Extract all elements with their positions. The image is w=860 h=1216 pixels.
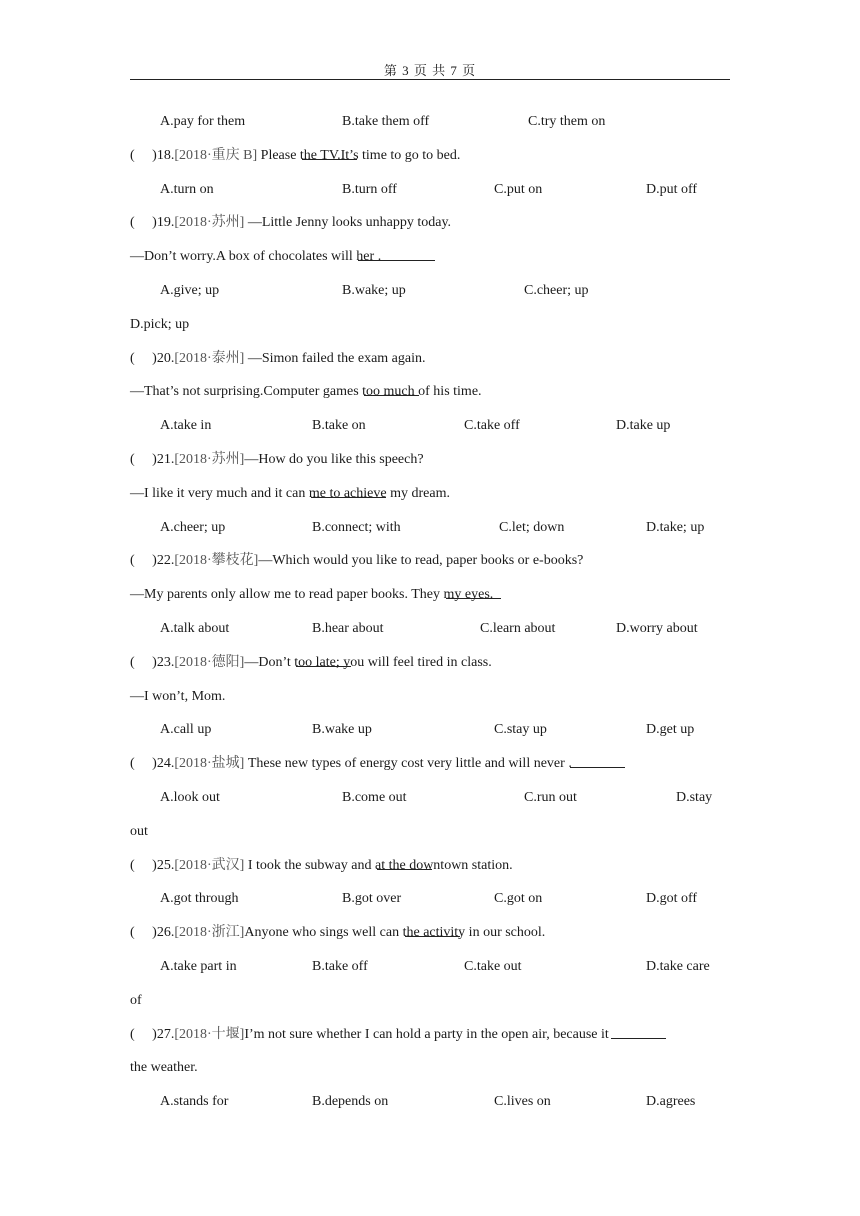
text-run: . — [568, 756, 572, 772]
question-text — [130, 652, 492, 674]
option-row — [0, 719, 860, 741]
answer-option: B.take them off — [342, 114, 430, 129]
line-text — [130, 686, 225, 708]
question-text — [130, 1024, 609, 1046]
answer-option: C.lives on — [494, 1094, 551, 1110]
answer-parentheses: ( ) — [130, 857, 157, 873]
question-source: [2018·武汉] — [174, 857, 245, 873]
option-row — [0, 618, 860, 640]
question-number: 21. — [156, 452, 175, 467]
text-run: me — [308, 485, 330, 501]
page-indicator: 第 3 页 共 7 页 — [383, 63, 477, 78]
answer-blank — [364, 381, 419, 396]
question-number: 18. — [156, 147, 175, 163]
answer-option: C.learn about — [480, 621, 556, 636]
line-text — [130, 381, 482, 403]
answer-parentheses: ( ) — [130, 654, 157, 670]
question-source: [2018·重庆 B] — [174, 147, 258, 163]
answer-option: A.stands for — [160, 1094, 229, 1110]
answer-option: A.pay for them — [160, 114, 246, 129]
option-row — [0, 280, 860, 302]
option-row — [0, 787, 860, 809]
question-number: 26. — [156, 925, 175, 941]
answer-option: B.connect; with — [312, 519, 401, 535]
answer-parentheses: ( ) — [130, 350, 157, 366]
question-line — [0, 550, 860, 572]
question-line — [0, 212, 860, 234]
text-line — [0, 821, 860, 843]
answer-option: D.take care — [646, 959, 710, 974]
answer-blank — [405, 922, 460, 937]
text-run: the TV.It’s time to go to bed. — [299, 147, 461, 163]
text-run: —Don’t worry.A box of chocolates will — [130, 249, 357, 265]
answer-parentheses: ( ) — [130, 147, 157, 163]
answer-option: C.take off — [464, 418, 520, 434]
text-run: —I like it very much and it can — [130, 485, 309, 501]
text-run: . — [377, 249, 382, 265]
text-run: D.pick; up — [130, 316, 190, 332]
text-line — [0, 381, 860, 403]
answer-option: D.agrees — [646, 1094, 696, 1110]
text-run: —Simon failed the exam again. — [244, 350, 426, 366]
answer-blank — [377, 855, 432, 870]
answer-option: B.take on — [312, 418, 366, 434]
answer-option: D.put off — [646, 181, 698, 197]
text-run: I took the subway and — [244, 857, 375, 873]
question-text — [130, 855, 513, 877]
question-source: [2018·德阳] — [174, 654, 245, 670]
text-run: I’m not sure whether I can hold a party in the open air, because it — [244, 1026, 609, 1042]
text-run: her — [356, 249, 378, 265]
question-number: 25. — [156, 857, 175, 873]
question-source: [2018·苏州] — [174, 215, 245, 231]
line-text — [130, 821, 148, 843]
text-run: —I won’t, Mom. — [130, 688, 226, 704]
text-run: —My parents only allow me to read paper books. They — [130, 587, 444, 603]
text-line — [0, 314, 860, 336]
answer-option: C.put on — [494, 181, 543, 197]
answer-option: A.take in — [160, 418, 212, 434]
answer-option: C.stay up — [494, 722, 547, 738]
line-text — [130, 314, 189, 336]
question-line — [0, 753, 860, 775]
answer-option: D.take up — [616, 418, 671, 434]
line-text — [130, 584, 493, 606]
answer-option: B.turn off — [342, 181, 397, 197]
answer-option: B.come out — [342, 790, 407, 805]
answer-option: B.got over — [342, 891, 402, 907]
text-run: —Don’t — [244, 654, 295, 670]
answer-parentheses: ( ) — [130, 1026, 157, 1042]
text-line — [0, 1057, 860, 1079]
option-row — [0, 179, 860, 201]
text-run: my eyes. — [443, 587, 494, 603]
answer-option: A.cheer; up — [160, 519, 226, 535]
answer-parentheses: ( ) — [130, 925, 157, 941]
answer-option: A.turn on — [160, 181, 214, 197]
answer-option: C.run out — [524, 790, 577, 805]
question-line — [0, 1024, 860, 1046]
text-run: —Little Jenny looks unhappy today. — [244, 215, 452, 231]
text-line — [0, 584, 860, 606]
text-run: —Which would you like to read, paper books or e-books? — [258, 553, 584, 569]
answer-option: D.got off — [646, 891, 698, 907]
answer-option: D.stay — [676, 790, 713, 805]
answer-option: B.hear about — [312, 621, 384, 636]
question-text — [130, 922, 545, 944]
question-line — [0, 652, 860, 674]
option-row — [0, 111, 860, 133]
text-run: —How do you like this speech? — [244, 452, 424, 467]
answer-option: D.worry about — [616, 621, 698, 636]
answer-blank — [331, 483, 386, 498]
answer-parentheses: ( ) — [130, 553, 157, 569]
answer-blank — [296, 652, 351, 667]
answer-option: A.got through — [160, 891, 239, 907]
answer-option: C.try them on — [528, 114, 606, 129]
text-run: at the downtown station. — [374, 857, 513, 873]
question-line — [0, 348, 860, 370]
answer-blank — [446, 584, 501, 599]
answer-option: C.let; down — [499, 519, 565, 535]
answer-option: D.get up — [646, 722, 695, 738]
text-run: too late; you will feel tired in class. — [294, 654, 492, 670]
text-run: to achieve my dream. — [329, 485, 450, 501]
answer-option: C.take out — [464, 959, 522, 974]
question-text — [130, 145, 460, 167]
answer-option: B.wake; up — [342, 283, 406, 298]
answer-option: A.look out — [160, 790, 220, 805]
question-text — [130, 449, 424, 471]
question-source: [2018·十堰] — [174, 1026, 245, 1042]
question-source: [2018·泰州] — [174, 350, 245, 366]
question-number: 22. — [156, 553, 175, 569]
question-source: [2018·攀枝花] — [174, 553, 259, 569]
line-text — [130, 246, 381, 268]
option-row — [0, 517, 860, 539]
answer-blank — [302, 145, 357, 160]
text-run: of — [130, 992, 142, 1008]
text-run: out — [130, 823, 148, 839]
option-row — [0, 1091, 860, 1113]
question-line — [0, 145, 860, 167]
option-row — [0, 956, 860, 978]
text-run: the weather. — [130, 1060, 198, 1076]
text-run: —That’s not surprising.Computer games — [130, 384, 363, 400]
answer-blank — [611, 1024, 666, 1039]
answer-option: B.take off — [312, 959, 368, 974]
answer-option: B.depends on — [312, 1094, 389, 1110]
text-run: Anyone who sings well can — [244, 925, 403, 941]
answer-option: A.talk about — [160, 621, 230, 636]
line-text — [130, 1057, 198, 1079]
question-line — [0, 922, 860, 944]
answer-blank — [380, 246, 435, 261]
question-source: [2018·浙江] — [174, 925, 245, 941]
answer-blank — [570, 753, 625, 768]
text-line — [0, 990, 860, 1012]
question-line — [0, 449, 860, 471]
question-source: [2018·盐城] — [174, 756, 245, 772]
text-run: too much of his time. — [362, 384, 482, 400]
line-text — [130, 990, 142, 1012]
option-row — [0, 415, 860, 437]
answer-parentheses: ( ) — [130, 756, 157, 772]
question-number: 20. — [156, 350, 175, 366]
answer-parentheses: ( ) — [130, 452, 157, 467]
option-row — [0, 888, 860, 910]
question-text — [130, 753, 572, 775]
question-number: 23. — [156, 654, 175, 670]
answer-option: A.call up — [160, 722, 212, 738]
text-run: Please — [257, 147, 300, 163]
text-run: the activity in our school. — [402, 925, 546, 941]
answer-option: C.cheer; up — [524, 283, 589, 298]
answer-option: D.take; up — [646, 519, 705, 535]
answer-option: B.wake up — [312, 722, 372, 738]
question-number: 27. — [156, 1026, 175, 1042]
question-number: 19. — [156, 215, 175, 231]
question-number: 24. — [156, 756, 175, 772]
answer-parentheses: ( ) — [130, 215, 157, 231]
header-rule — [130, 79, 730, 80]
question-text — [130, 212, 451, 234]
question-source: [2018·苏州] — [174, 452, 245, 467]
text-line — [0, 686, 860, 708]
answer-option: A.give; up — [160, 283, 220, 298]
answer-option: C.got on — [494, 891, 543, 907]
text-line — [0, 483, 860, 505]
question-text — [130, 348, 426, 370]
line-text — [130, 483, 450, 505]
answer-option: A.take part in — [160, 959, 237, 974]
text-run: These new types of energy cost very little and will never — [244, 756, 569, 772]
question-text — [130, 550, 583, 572]
question-line — [0, 855, 860, 877]
text-line — [0, 246, 860, 268]
